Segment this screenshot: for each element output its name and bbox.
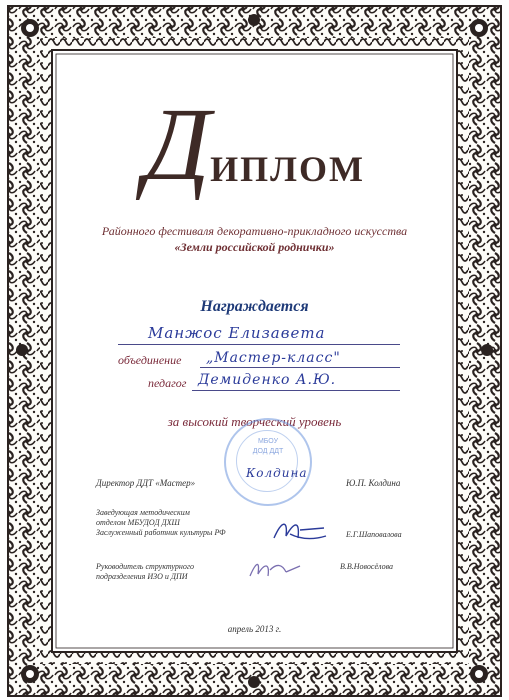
methodist-title-1: Заведующая методическим [96,508,190,517]
head-name: В.В.Новосёлова [340,562,394,571]
title-rest: ИПЛОМ [210,149,365,189]
methodist-title-2: отделом МБУДОД ДХШ [96,518,180,527]
director-title: Директор ДДТ «Мастер» [96,478,196,488]
official-stamp [224,418,312,506]
association-label: объединение [118,353,182,367]
teacher-value: Демиденко А.Ю. [198,372,337,388]
title-initial: Д [144,87,211,202]
awarded-label: Награждается [200,298,309,315]
methodist-name: Е.Г.Шаповалова [346,530,402,539]
recipient-line [118,344,400,345]
teacher-line [192,390,400,391]
festival-line-1: Районного фестиваля декоративно-прикладного искусства [101,224,408,238]
stamp-line-2: ДОД ДДТ [252,448,284,455]
methodist-title-3: Заслуженный работник культуры РФ [96,528,226,537]
diploma-date: апрель 2013 г. [227,624,282,634]
director-name: Ю.П. Колдина [346,478,401,488]
teacher-label: педагог [148,376,187,390]
head-title-2: подразделения ИЗО и ДПИ [96,572,188,581]
recipient-name: Манжос Елизавета [148,324,326,342]
association-line [200,367,400,368]
festival-line-2: «Земли российской роднички» [174,240,335,254]
head-signature [246,556,304,582]
diploma-title [0,87,509,202]
association-value: „Мастер-класс" [206,350,341,366]
director-signature: Колдина [246,466,308,480]
award-reason: за высокий творческий уровень [167,414,342,429]
stamp-line-1: МБОУ [257,438,279,445]
head-title-1: Руководитель структурного [96,562,194,571]
methodist-signature [270,516,330,544]
